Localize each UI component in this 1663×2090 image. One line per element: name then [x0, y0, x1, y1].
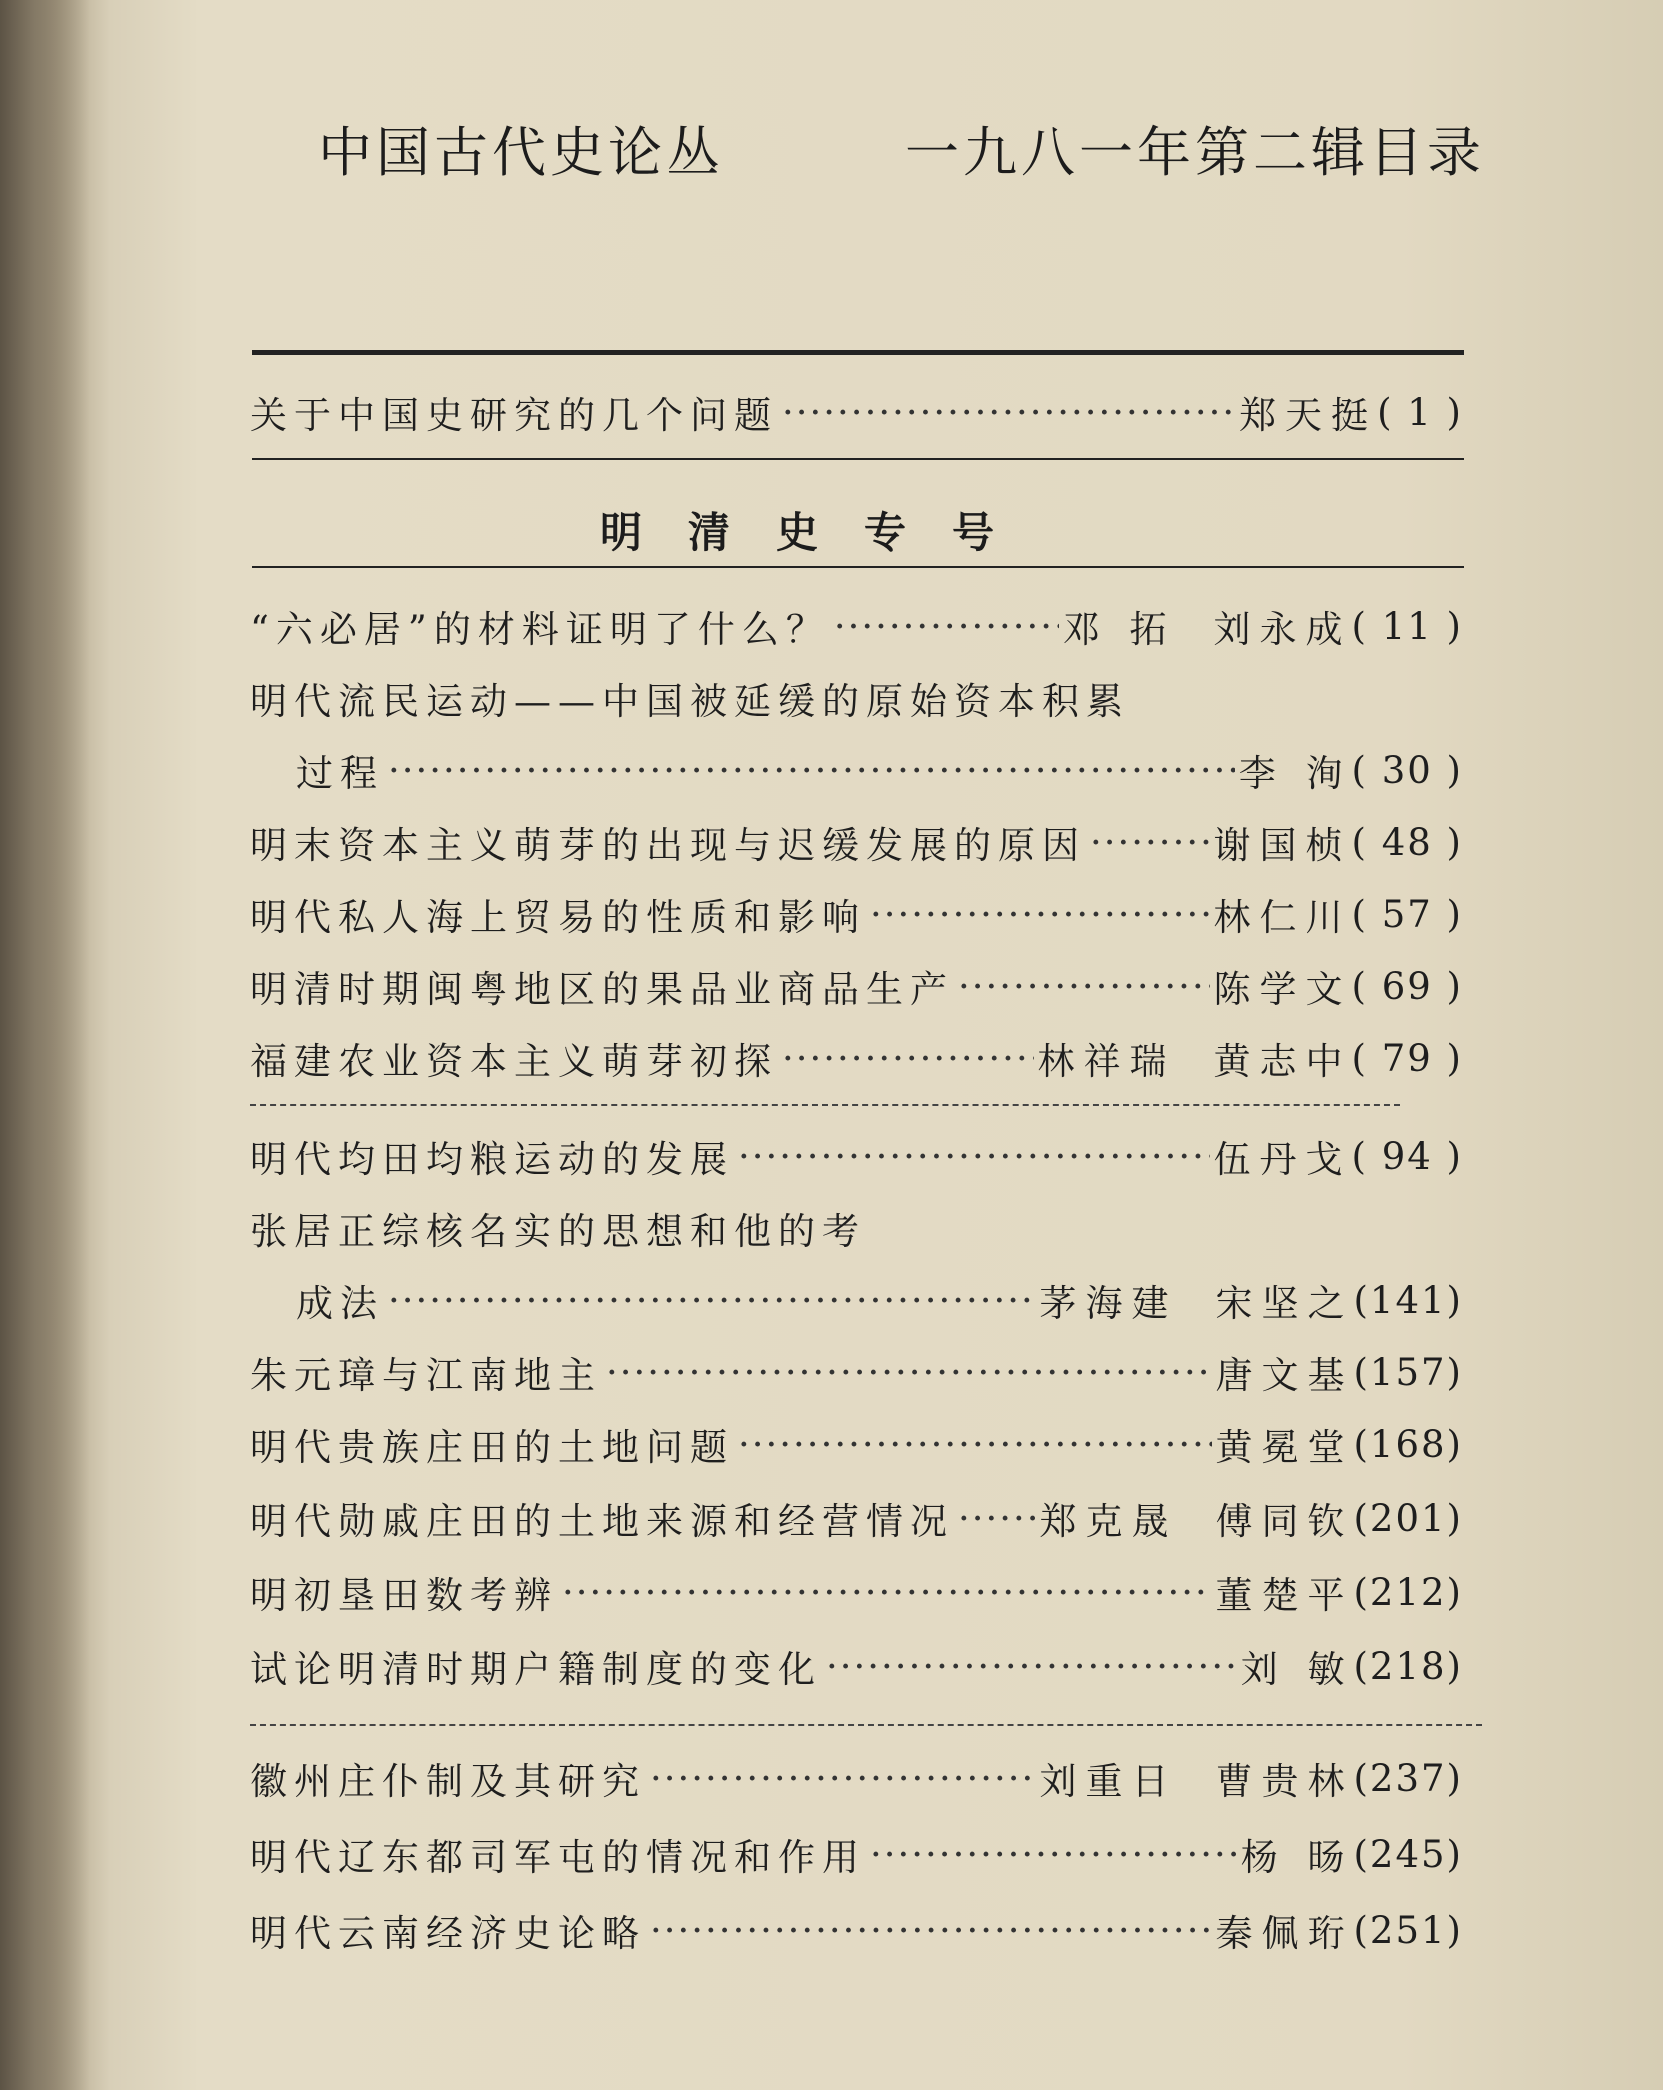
entry-page: ( 48 ) — [1351, 820, 1463, 864]
leader-dots — [782, 1037, 1034, 1080]
toc-entry — [250, 958, 1463, 1014]
entry-coauthor: 郑克晟 — [1039, 1500, 1178, 1543]
entry-page: ( 30 ) — [1351, 748, 1463, 792]
entry-page: (237) — [1353, 1756, 1463, 1800]
leader-dots — [958, 965, 1210, 1008]
entry-author: 傅同钦 — [1215, 1500, 1354, 1543]
entry-title: 过程 — [296, 752, 384, 795]
toc-entry — [250, 1200, 1463, 1256]
entry-author: 郑天挺 — [1239, 394, 1378, 437]
issue-title: 一九八一年第二辑目录 — [905, 121, 1485, 184]
entry-author: 董楚平 — [1215, 1574, 1354, 1617]
entry-page: ( 79 ) — [1351, 1036, 1463, 1080]
entry-page: (157) — [1353, 1350, 1463, 1394]
toc-entry — [250, 1902, 1463, 1958]
toc-entry — [250, 1128, 1463, 1184]
entry-title: 试论明清时期户籍制度的变化 — [250, 1648, 822, 1691]
toc-entry — [250, 1344, 1463, 1400]
entry-page: (141) — [1353, 1278, 1463, 1322]
entry-author: 秦佩珩 — [1215, 1912, 1354, 1955]
leader-dots — [1090, 821, 1210, 864]
toc-entry — [250, 1638, 1463, 1694]
entry-author: 李 洵 — [1238, 752, 1352, 795]
toc-entry — [250, 1490, 1463, 1546]
toc-entry — [250, 814, 1463, 870]
toc-entry — [296, 1272, 1463, 1328]
entry-page: ( 57 ) — [1351, 892, 1463, 936]
entry-page: ( 69 ) — [1351, 964, 1463, 1008]
leader-dots — [738, 1423, 1212, 1466]
entry-title: 明末资本主义萌芽的出现与迟缓发展的原因 — [250, 824, 1086, 867]
header-rule — [252, 350, 1464, 355]
toc-entry — [250, 1826, 1463, 1882]
entry-title: 明代辽东都司军屯的情况和作用 — [250, 1836, 866, 1879]
toc-entry — [250, 1416, 1463, 1472]
entry-coauthor: 邓 拓 — [1062, 608, 1176, 651]
entry-title: 明清时期闽粤地区的果品业商品生产 — [250, 968, 954, 1011]
entry-author: 刘永成 — [1213, 608, 1352, 651]
section-rule-top — [252, 458, 1464, 460]
entry-coauthor: 茅海建 — [1039, 1282, 1178, 1325]
dashed-divider — [250, 1724, 1482, 1726]
toc-entry — [250, 670, 1463, 726]
entry-title: 明代勋戚庄田的土地来源和经营情况 — [250, 1500, 954, 1543]
entry-page: (201) — [1353, 1496, 1463, 1540]
book-title: 中国古代史论丛 — [318, 121, 724, 184]
section-title: 明清史专号 — [600, 508, 1041, 557]
entry-page: ( 1 ) — [1377, 390, 1463, 434]
leader-dots — [650, 1757, 1036, 1800]
toc-entry — [250, 384, 1463, 440]
entry-title: 关于中国史研究的几个问题 — [250, 394, 778, 437]
leader-dots — [958, 1497, 1036, 1540]
toc-entry — [250, 1030, 1463, 1086]
entry-author: 黄志中 — [1213, 1040, 1352, 1083]
entry-author: 林仁川 — [1213, 896, 1352, 939]
leader-dots — [782, 391, 1235, 434]
entry-author: 杨 旸 — [1240, 1836, 1354, 1879]
entry-title: 朱元璋与江南地主 — [250, 1354, 602, 1397]
entry-author: 刘 敏 — [1240, 1648, 1354, 1691]
entry-page: ( 11 ) — [1351, 604, 1463, 648]
entry-page: (212) — [1353, 1570, 1463, 1614]
dashed-divider — [250, 1104, 1400, 1106]
entry-title: 张居正综核名实的思想和他的考 — [250, 1210, 866, 1253]
entry-author: 宋坚之 — [1215, 1282, 1354, 1325]
toc-entry — [250, 1750, 1463, 1806]
entry-title: 福建农业资本主义萌芽初探 — [250, 1040, 778, 1083]
leader-dots — [388, 1279, 1036, 1322]
entry-page: (168) — [1353, 1422, 1463, 1466]
toc-entry — [250, 1564, 1463, 1620]
leader-dots — [388, 749, 1235, 792]
leader-dots — [834, 605, 1059, 648]
leader-dots — [738, 1135, 1210, 1178]
entry-title: “六必居”的材料证明了什么？ — [250, 608, 830, 651]
entry-title: 成法 — [296, 1282, 384, 1325]
leader-dots — [826, 1645, 1237, 1688]
entry-title: 明代流民运动——中国被延缓的原始资本积累 — [250, 680, 1130, 723]
entry-author: 曹贵林 — [1215, 1760, 1354, 1803]
entry-title: 明代贵族庄田的土地问题 — [250, 1426, 734, 1469]
entry-title: 徽州庄仆制及其研究 — [250, 1760, 646, 1803]
entry-title: 明代均田均粮运动的发展 — [250, 1138, 734, 1181]
toc-entry — [250, 598, 1463, 654]
entry-author: 黄冕堂 — [1215, 1426, 1354, 1469]
entry-author: 谢国桢 — [1213, 824, 1352, 867]
toc-entry — [296, 742, 1463, 798]
entry-page: (245) — [1353, 1832, 1463, 1876]
entry-author: 唐文基 — [1215, 1354, 1354, 1397]
leader-dots — [606, 1351, 1212, 1394]
entry-title: 明初垦田数考辨 — [250, 1574, 558, 1617]
entry-page: (218) — [1353, 1644, 1463, 1688]
entry-title: 明代私人海上贸易的性质和影响 — [250, 896, 866, 939]
entry-title: 明代云南经济史论略 — [250, 1912, 646, 1955]
section-rule-bottom — [252, 566, 1464, 568]
entry-page: ( 94 ) — [1351, 1134, 1463, 1178]
leader-dots — [562, 1571, 1212, 1614]
entry-page: (251) — [1353, 1908, 1463, 1952]
entry-author: 伍丹戈 — [1213, 1138, 1352, 1181]
entry-author: 陈学文 — [1213, 968, 1352, 1011]
entry-coauthor: 林祥瑞 — [1037, 1040, 1176, 1083]
leader-dots — [650, 1909, 1212, 1952]
toc-entry — [250, 886, 1463, 942]
leader-dots — [870, 1833, 1237, 1876]
entry-coauthor: 刘重日 — [1039, 1760, 1178, 1803]
leader-dots — [870, 893, 1210, 936]
